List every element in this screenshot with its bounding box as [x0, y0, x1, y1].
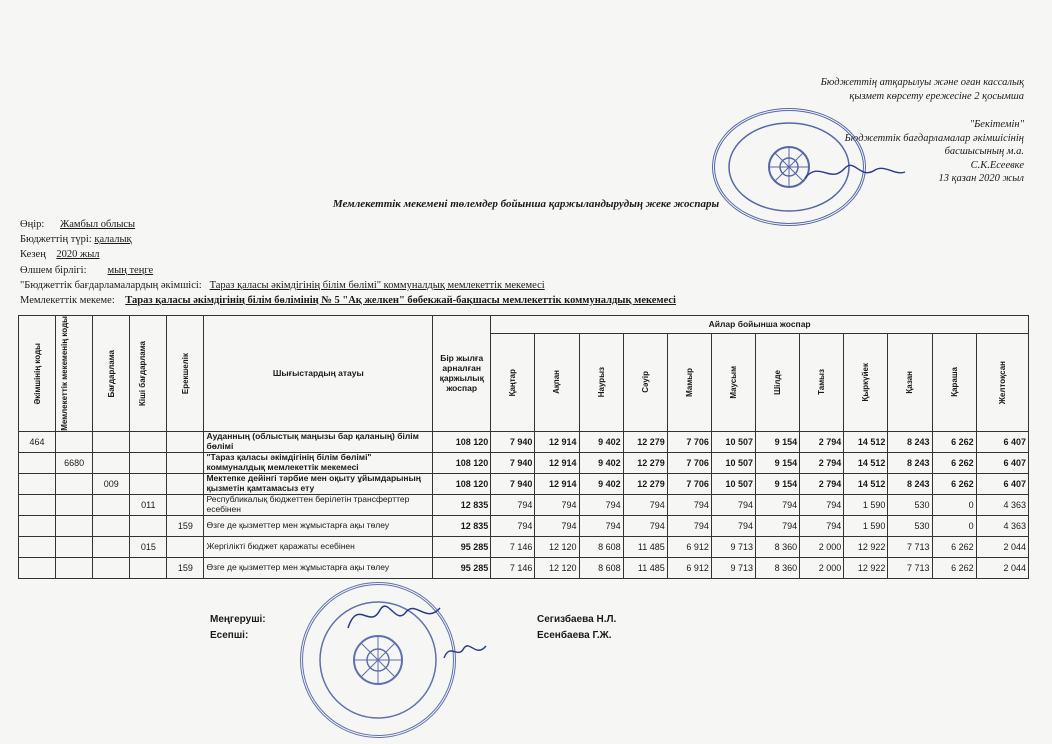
month-value-cell: 12 914	[535, 473, 579, 494]
month-value-cell: 9 402	[579, 431, 623, 452]
expense-name-cell: Ауданның (облыстық маңызы бар қаланың) білім бөлімі	[204, 431, 433, 452]
approver-line-1: Бюджеттік бағдарламалар әкімшісінің	[844, 132, 1024, 144]
month-value-cell: 7 940	[491, 431, 535, 452]
col-program: Бағдарлама	[93, 316, 130, 432]
month-value-cell: 6 912	[667, 557, 711, 578]
month-value-cell: 12 120	[535, 536, 579, 557]
month-value-cell: 7 146	[491, 536, 535, 557]
month-value-cell: 9 713	[711, 536, 755, 557]
month-value-cell: 9 154	[756, 452, 800, 473]
region-value: Жамбыл облысы	[60, 219, 136, 230]
approver-signature-icon	[800, 150, 910, 190]
month-value-cell: 6 407	[976, 431, 1028, 452]
col-month: Маусым	[711, 333, 755, 431]
month-value-cell: 10 507	[711, 473, 755, 494]
month-value-cell: 1 590	[844, 515, 888, 536]
col-admin-code: Әкімшінің коды	[19, 316, 56, 432]
expense-name-cell: Республикалық бюджеттен берілетін трансферттер есебінен	[204, 494, 433, 515]
unit-value: мың теңге	[107, 265, 154, 276]
month-value-cell: 794	[491, 494, 535, 515]
month-value-cell: 794	[491, 515, 535, 536]
month-value-cell: 10 507	[711, 431, 755, 452]
month-value-cell: 0	[932, 494, 976, 515]
col-expense-name: Шығыстардың атауы	[204, 316, 433, 432]
col-month: Қазан	[888, 333, 932, 431]
month-value-cell: 7 706	[667, 473, 711, 494]
table-row	[19, 431, 1029, 452]
specific-cell	[167, 431, 204, 452]
month-value-cell: 2 044	[976, 557, 1028, 578]
month-value-cell: 12 279	[623, 452, 667, 473]
month-value-cell: 8 243	[888, 431, 932, 452]
head-label: Меңгеруші:	[210, 614, 266, 625]
month-value-cell: 12 922	[844, 557, 888, 578]
subprogram-cell: 011	[130, 494, 167, 515]
col-month: Шілде	[756, 333, 800, 431]
specific-cell: 159	[167, 557, 204, 578]
annual-plan-cell: 108 120	[433, 452, 491, 473]
accountant-signature-icon	[440, 636, 490, 666]
month-value-cell: 6 407	[976, 452, 1028, 473]
month-value-cell: 6 262	[932, 452, 976, 473]
admin-code-cell	[19, 494, 56, 515]
month-value-cell: 530	[888, 515, 932, 536]
month-value-cell: 6 912	[667, 536, 711, 557]
col-month: Тамыз	[800, 333, 844, 431]
month-value-cell: 794	[623, 515, 667, 536]
program-cell	[93, 557, 130, 578]
month-value-cell: 2 000	[800, 536, 844, 557]
inst-code-cell	[56, 494, 93, 515]
subprogram-cell	[130, 473, 167, 494]
month-value-cell: 12 914	[535, 431, 579, 452]
col-subprogram: Кіші бағдарлама	[130, 316, 167, 432]
month-value-cell: 0	[932, 515, 976, 536]
col-inst-code: Мемлекеттік мекеменің коды	[56, 316, 93, 432]
annual-plan-cell: 12 835	[433, 494, 491, 515]
table-row	[19, 494, 1029, 515]
month-value-cell: 794	[800, 494, 844, 515]
month-value-cell: 7 706	[667, 431, 711, 452]
month-value-cell: 6 262	[932, 536, 976, 557]
month-value-cell: 11 485	[623, 536, 667, 557]
col-month: Наурыз	[579, 333, 623, 431]
inst-code-cell	[56, 557, 93, 578]
table-row	[19, 452, 1029, 473]
month-value-cell: 794	[756, 515, 800, 536]
month-value-cell: 12 914	[535, 452, 579, 473]
head-name: Сегизбаева Н.Л.	[537, 614, 617, 625]
month-value-cell: 794	[711, 494, 755, 515]
subprogram-cell	[130, 452, 167, 473]
month-value-cell: 9 713	[711, 557, 755, 578]
month-value-cell: 6 262	[932, 473, 976, 494]
month-value-cell: 14 512	[844, 452, 888, 473]
appendix-note	[821, 76, 1024, 103]
inst-code-cell	[56, 515, 93, 536]
month-value-cell: 12 279	[623, 431, 667, 452]
document-title: Мемлекеттік мекемені төлемдер бойынша қаржыландырудың жеке жоспары	[332, 198, 720, 210]
specific-cell	[167, 536, 204, 557]
month-value-cell: 794	[579, 515, 623, 536]
annual-plan-cell: 12 835	[433, 515, 491, 536]
col-month: Қараша	[932, 333, 976, 431]
meta-region	[20, 218, 135, 231]
month-value-cell: 12 922	[844, 536, 888, 557]
annual-plan-cell: 108 120	[433, 431, 491, 452]
head-signature-icon	[340, 590, 450, 640]
month-value-cell: 794	[535, 515, 579, 536]
col-monthly-plan: Айлар бойынша жоспар	[491, 316, 1029, 334]
month-value-cell: 8 360	[756, 536, 800, 557]
month-value-cell: 530	[888, 494, 932, 515]
table-row	[19, 557, 1029, 578]
meta-period	[20, 248, 100, 261]
annual-plan-cell: 108 120	[433, 473, 491, 494]
col-month: Сәуір	[623, 333, 667, 431]
appendix-line-2: қызмет көрсету ережесіне 2 қосымша	[849, 90, 1024, 102]
month-value-cell: 10 507	[711, 452, 755, 473]
col-month: Ақпан	[535, 333, 579, 431]
program-cell	[93, 494, 130, 515]
admin-code-cell	[19, 473, 56, 494]
table-row	[19, 515, 1029, 536]
month-value-cell: 794	[756, 494, 800, 515]
program-cell	[93, 452, 130, 473]
specific-cell: 159	[167, 515, 204, 536]
month-value-cell: 794	[800, 515, 844, 536]
month-value-cell: 7 713	[888, 536, 932, 557]
institution-value: Тараз қаласы әкімдігінің білім бөлімінің № 5 "Ақ желкен" бөбекжай-бақшасы мемлекеттік коммуналдық мекемесі	[125, 295, 676, 306]
approver-line-2: басшысының м.а.	[944, 146, 1024, 157]
accountant-label: Есепші:	[210, 630, 249, 641]
month-value-cell: 8 243	[888, 473, 932, 494]
col-month: Мамыр	[667, 333, 711, 431]
annual-plan-cell: 95 285	[433, 557, 491, 578]
month-value-cell: 7 146	[491, 557, 535, 578]
month-value-cell: 9 154	[756, 431, 800, 452]
month-value-cell: 2 794	[800, 473, 844, 494]
col-specific: Ерекшелік	[167, 316, 204, 432]
month-value-cell: 794	[623, 494, 667, 515]
month-value-cell: 794	[579, 494, 623, 515]
program-cell: 009	[93, 473, 130, 494]
month-value-cell: 794	[667, 515, 711, 536]
month-value-cell: 12 279	[623, 473, 667, 494]
accountant-name: Есенбаева Г.Ж.	[537, 630, 612, 641]
budget-type-value: қалалық	[94, 234, 132, 245]
subprogram-cell	[130, 515, 167, 536]
col-annual-plan: Бір жылға арналған қаржылық жоспар	[433, 316, 491, 432]
admin-label: "Бюджеттік бағдарламалардың әкімшісі:	[20, 280, 202, 291]
inst-code-cell	[56, 536, 93, 557]
month-value-cell: 6 262	[932, 431, 976, 452]
unit-label: Өлшем бірлігі:	[20, 265, 87, 276]
month-value-cell: 8 608	[579, 557, 623, 578]
month-value-cell: 794	[667, 494, 711, 515]
month-value-cell: 9 402	[579, 473, 623, 494]
col-month: Қаңтар	[491, 333, 535, 431]
month-value-cell: 8 608	[579, 536, 623, 557]
month-value-cell: 4 363	[976, 494, 1028, 515]
budget-type-label: Бюджеттің түрі:	[20, 234, 92, 245]
approver-name: С.К.Есеевке	[970, 159, 1024, 171]
period-label: Кезең	[20, 249, 46, 260]
specific-cell	[167, 452, 204, 473]
program-cell	[93, 431, 130, 452]
admin-code-cell	[19, 536, 56, 557]
program-cell	[93, 536, 130, 557]
col-month: Желтоқсан	[976, 333, 1028, 431]
expense-name-cell: Мектепке дейінгі тәрбие мен оқыту ұйымдарының қызметін қамтамасыз ету	[204, 473, 433, 494]
institution-label: Мемлекеттік мекеме:	[20, 295, 115, 306]
period-value: 2020 жыл	[56, 249, 100, 260]
month-value-cell: 2 794	[800, 452, 844, 473]
month-value-cell: 794	[711, 515, 755, 536]
subprogram-cell: 015	[130, 536, 167, 557]
meta-budget-type	[20, 233, 132, 246]
month-value-cell: 7 940	[491, 452, 535, 473]
financing-plan-table	[18, 315, 1029, 579]
admin-code-cell	[19, 452, 56, 473]
region-label: Өңір:	[20, 219, 45, 230]
table-body	[19, 431, 1029, 578]
month-value-cell: 14 512	[844, 473, 888, 494]
col-month: Қыркүйек	[844, 333, 888, 431]
month-value-cell: 6 407	[976, 473, 1028, 494]
month-value-cell: 7 706	[667, 452, 711, 473]
specific-cell	[167, 473, 204, 494]
subprogram-cell	[130, 431, 167, 452]
expense-name-cell: Өзге де қызметтер мен жұмыстарға ақы төлеу	[204, 515, 433, 536]
month-value-cell: 4 363	[976, 515, 1028, 536]
month-value-cell: 2 044	[976, 536, 1028, 557]
month-value-cell: 9 402	[579, 452, 623, 473]
month-value-cell: 2 794	[800, 431, 844, 452]
table-row	[19, 536, 1029, 557]
table-header-row-1	[19, 316, 1029, 334]
approval-date: 13 қазан 2020 жыл	[938, 173, 1024, 184]
admin-code-cell: 464	[19, 431, 56, 452]
meta-unit	[20, 264, 153, 277]
table-row	[19, 473, 1029, 494]
month-value-cell: 7 713	[888, 557, 932, 578]
expense-name-cell: Өзге де қызметтер мен жұмыстарға ақы төлеу	[204, 557, 433, 578]
appendix-line-1: Бюджеттің атқарылуы және оған кассалық	[820, 77, 1024, 88]
month-value-cell: 7 940	[491, 473, 535, 494]
month-value-cell: 8 360	[756, 557, 800, 578]
month-value-cell: 794	[535, 494, 579, 515]
expense-name-cell: "Тараз қаласы әкімдігінің білім бөлімі" коммуналдық мемлекеттік мекемесі	[204, 452, 433, 473]
inst-code-cell: 6680	[56, 452, 93, 473]
inst-code-cell	[56, 431, 93, 452]
specific-cell	[167, 494, 204, 515]
month-value-cell: 12 120	[535, 557, 579, 578]
month-value-cell: 11 485	[623, 557, 667, 578]
annual-plan-cell: 95 285	[433, 536, 491, 557]
month-value-cell: 2 000	[800, 557, 844, 578]
admin-code-cell	[19, 557, 56, 578]
meta-admin	[20, 279, 545, 292]
program-cell	[93, 515, 130, 536]
month-value-cell: 1 590	[844, 494, 888, 515]
month-value-cell: 6 262	[932, 557, 976, 578]
admin-value: Тараз қаласы әкімдігінің білім бөлімі" коммуналдық мемлекеттік мекемесі	[209, 280, 545, 291]
month-value-cell: 14 512	[844, 431, 888, 452]
month-value-cell: 8 243	[888, 452, 932, 473]
expense-name-cell: Жергілікті бюджет қаражаты есебінен	[204, 536, 433, 557]
meta-institution	[20, 294, 676, 307]
admin-code-cell	[19, 515, 56, 536]
month-value-cell: 9 154	[756, 473, 800, 494]
approve-label: "Бекітемін"	[969, 119, 1024, 130]
subprogram-cell	[130, 557, 167, 578]
inst-code-cell	[56, 473, 93, 494]
